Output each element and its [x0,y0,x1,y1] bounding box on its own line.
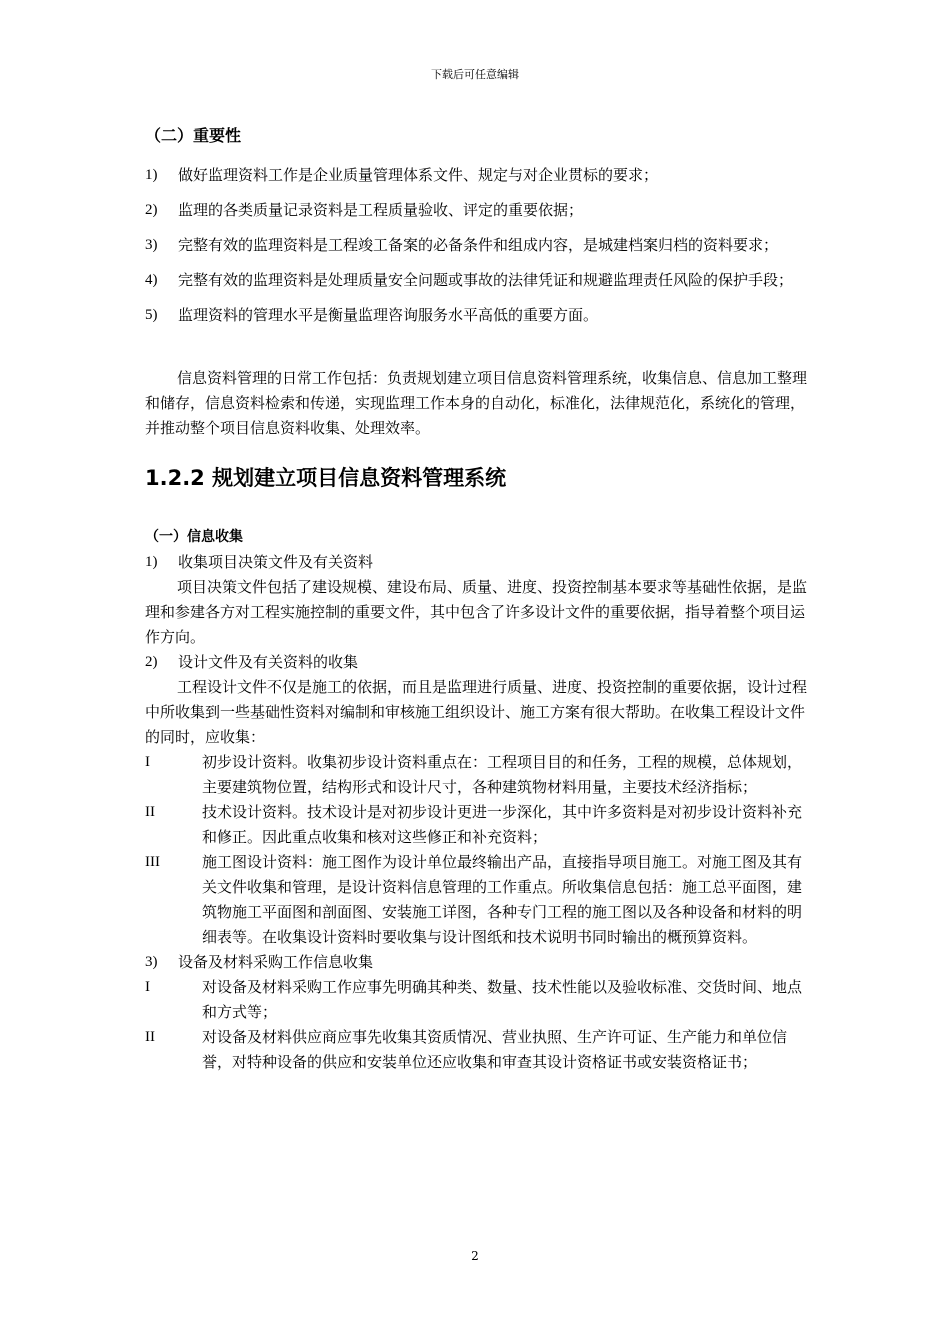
list-item-number: 3) [145,954,158,970]
list-item-number: 4) [145,272,158,288]
daily-work-paragraph: 信息资料管理的日常工作包括：负责规划建立项目信息资料管理系统，收集信息、信息加工整理和储存，信息资料检索和传递，实现监理工作本身的自动化，标准化，法律规范化，系统化的管理，并推动整个项目信息资料收集、处理效率。 [145,369,808,437]
list-item-text: 完整有效的监理资料是处理质量安全问题或事故的法律凭证和规避监理责任风险的保护手段； [178,271,794,289]
list-item-text: 设备及材料采购工作信息收集 [178,953,374,971]
list-item-number: 2) [145,202,158,218]
list-item [145,650,810,675]
list-item-text: 做好监理资料工作是企业质量管理体系文件、规定与对企业贯标的要求； [178,166,659,184]
roman-numeral: I [145,754,150,770]
list-item-number: 1) [145,167,158,183]
paragraph: 工程设计文件不仅是施工的依据，而且是监理进行质量、进度、投资控制的重要依据，设计过程中所收集到一些基础性资料对编制和审核施工组织设计、施工方案有很大帮助。在收集工程设计文件的同时，应收集： [145,678,808,746]
list-item-text: 监理资料的管理水平是衡量监理咨询服务水平高低的重要方面。 [178,306,599,324]
list-item [145,298,810,333]
list-item-number: 5) [145,307,158,323]
roman-numeral: II [145,804,155,820]
list-item [145,263,810,298]
list-item-text: 完整有效的监理资料是工程竣工备案的必备条件和组成内容，是城建档案归档的资料要求； [178,236,779,254]
roman-list-item [145,750,810,800]
roman-list-item [145,1025,810,1075]
roman-item-text: 施工图设计资料：施工图作为设计单位最终输出产品，直接指导项目施工。对施工图及其有关文件收集和管理，是设计资料信息管理的工作重点。所收集信息包括：施工总平面图，建筑物施工平面图和剖面图、安装施工详图，各种专门工程的施工图以及各种设备和材料的明细表等。在收集设计资料时要收集与设计图纸和技术说明书同时输出的概预算资料。 [202,853,803,946]
subsection-title-info-collection: （一）信息收集 [145,529,243,545]
list-item-number: 3) [145,237,158,253]
roman-list-item [145,850,810,950]
list-item [145,158,810,193]
list-item-text: 设计文件及有关资料的收集 [178,653,359,671]
roman-list-item [145,800,810,850]
list-item-number: 2) [145,654,158,670]
page-header: 下载后可任意编辑 [431,68,519,81]
list-item [145,950,810,975]
list-item [145,193,810,228]
list-item [145,550,810,575]
roman-item-text: 初步设计资料。收集初步设计资料重点在：工程项目目的和任务，工程的规模，总体规划，主要建筑物位置，结构形式和设计尺寸，各种建筑物材料用量，主要技术经济指标； [202,753,803,796]
roman-item-text: 对设备及材料采购工作应事先明确其种类、数量、技术性能以及验收标准、交货时间、地点和方式等； [202,978,803,1021]
page-number: 2 [471,1249,479,1263]
section-title-importance: （二）重要性 [145,126,242,145]
list-item [145,228,810,263]
list-item-number: 1) [145,554,158,570]
roman-item-text: 技术设计资料。技术设计是对初步设计更进一步深化，其中许多资料是对初步设计资料补充和修正。因此重点收集和核对这些修正和补充资料； [202,803,803,846]
roman-numeral: II [145,1029,155,1045]
importance-list [145,158,810,333]
list-item-text: 收集项目决策文件及有关资料 [178,553,374,571]
paragraph: 项目决策文件包括了建设规模、建设布局、质量、进度、投资控制基本要求等基础性依据，是监理和参建各方对工程实施控制的重要文件，其中包含了许多设计文件的重要依据，指导着整个项目运作方向。 [145,578,808,646]
list-item-text: 监理的各类质量记录资料是工程质量验收、评定的重要依据； [178,201,584,219]
roman-numeral: III [145,854,160,870]
roman-numeral: I [145,979,150,995]
roman-list-item [145,975,810,1025]
page-content [145,124,810,1075]
roman-item-text: 对设备及材料供应商应事先收集其资质情况、营业执照、生产许可证、生产能力和单位信誉，对特种设备的供应和安装单位还应收集和审查其设计资格证书或安装资格证书； [202,1028,788,1071]
section-heading-1-2-2: 1.2.2 规划建立项目信息资料管理系统 [145,466,507,490]
